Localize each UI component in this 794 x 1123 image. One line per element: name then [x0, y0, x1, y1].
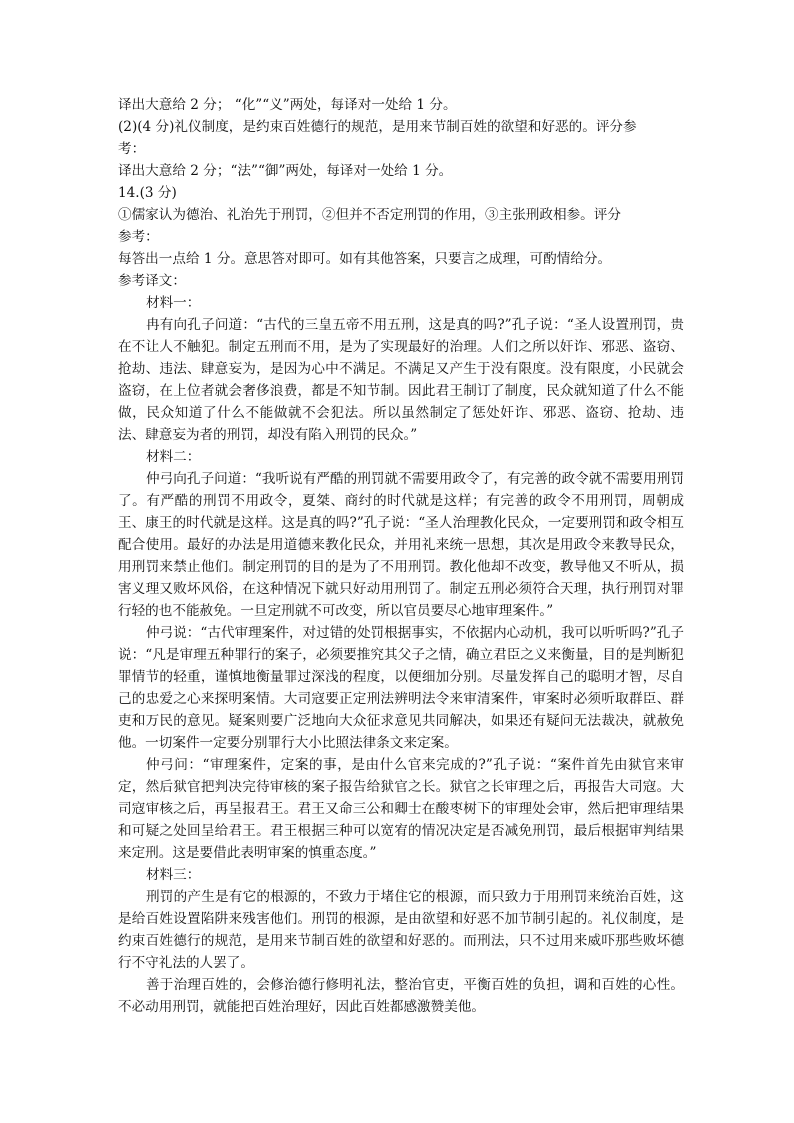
- document-page: [118, 94, 684, 1018]
- answer-line-6: ①儒家认为德治、礼治先于刑罚，②但并不否定刑罚的作用，③主张刑政相参。评分: [118, 207, 621, 223]
- material-2-heading: 材料二：: [146, 449, 201, 465]
- material-3-paragraph-1: 刑罚的产生是有它的根源的，不致力于堵住它的根源，而只致力于用刑罚来统治百姓，这是给百姓设置陷阱来残害他们。刑罚的根源，是由欲望和好恶不加节制引起的。礼仪制度，是约束百姓德行的规范，是用来节制百姓的欲望和好恶的。而刑法，只不过用来威吓那些败坏德行不守礼法的人罢了。: [118, 889, 684, 971]
- answer-line-1: 译出大意给 2 分； “化”“义”两处，每译对一处给 1 分。: [118, 97, 457, 113]
- answer-line-8: 每答出一点给 1 分。意思答对即可。如有其他答案，只要言之成理，可酌情给分。: [118, 251, 612, 267]
- material-3-heading: 材料三：: [146, 867, 201, 883]
- material-2-paragraph-2: 仲弓说：“古代审理案件，对过错的处罚根据事实，不依据内心动机，我可以听听吗?”孔子说：“凡是审理五种罪行的案子，必须要推究其父子之情，确立君臣之义来衡量，目的是判断犯罪情节的轻重，谨慎地衡量罪过深浅的程度，以便细加分别。尽量发挥自己的聪明才智，尽自己的忠爱之心来探明案情。大司寇要正定刑法辨明法令来审清案件，审案时必须听取群臣、群吏和万民的意见。疑案则要广泛地向大众征求意见共同解决，如果还有疑问无法裁决，就赦免他。一切案件一定要分别罪行大小比照法律条文来定案。: [118, 625, 684, 751]
- material-1-heading: 材料一：: [146, 295, 201, 311]
- question-14-header: 14.(3 分): [118, 185, 177, 201]
- reference-translation-heading: 参考译文：: [118, 273, 186, 289]
- material-3-paragraph-2: 善于治理百姓的，会修治德行修明礼法，整治官吏，平衡百姓的负担，调和百姓的心性。不必动用刑罚，就能把百姓治理好，因此百姓都感激赞美他。: [118, 977, 684, 1015]
- answer-line-7: 参考：: [118, 229, 159, 245]
- material-2-paragraph-3: 仲弓问：“审理案件，定案的事，是由什么官来完成的?”孔子说：“案件首先由狱官来审定，然后狱官把判决完待审核的案子报告给狱官之长。狱官之长审理之后，再报告大司寇。大司寇审核之后，再呈报君王。君王又命三公和卿士在酸枣树下的审理处会审，然后把审理结果和可疑之处回呈给君王。君王根据三种可以宽宥的情况决定是否减免刑罚，最后根据审判结果来定刑。这是要借此表明审案的慎重态度。”: [118, 757, 684, 861]
- answer-line-3: 考：: [118, 141, 146, 157]
- answer-line-2: (2)(4 分)礼仪制度，是约束百姓德行的规范，是用来节制百姓的欲望和好恶的。评分参: [118, 119, 637, 135]
- material-2-paragraph-1: 仲弓向孔子问道：“我听说有严酷的刑罚就不需要用政令了，有完善的政令就不需要用刑罚了。有严酷的刑罚不用政令，夏桀、商纣的时代就是这样；有完善的政令不用刑罚，周朝成王、康王的时代就是这样。这是真的吗?”孔子说：“圣人治理教化民众，一定要刑罚和政令相互配合使用。最好的办法是用道德来教化民众，并用礼来统一思想，其次是用政令来教导民众，用刑罚来禁止他们。制定刑罚的目的是为了不用刑罚。教化他却不改变，教导他又不听从，损害义理又败坏风俗，在这种情况下就只好动用刑罚了。制定五刑必须符合天理，执行刑罚对罪行轻的也不能赦免。一旦定刑就不可改变，所以官员要尽心地审理案件。”: [118, 471, 684, 619]
- material-1-paragraph: 冉有向孔子问道：“古代的三皇五帝不用五刑，这是真的吗?”孔子说：“圣人设置刑罚，贵在不让人不触犯。制定五刑而不用，是为了实现最好的治理。人们之所以奸诈、邪恶、盗窃、抢劫、违法、肆意妄为，是因为心中不满足。不满足又产生于没有限度。没有限度，小民就会盗窃，在上位者就会奢侈浪费，都是不知节制。因此君王制订了制度，民众就知道了什么不能做，民众知道了什么不能做就不会犯法。所以虽然制定了惩处奸诈、邪恶、盗窃、抢劫、违法、肆意妄为者的刑罚，却没有陷入刑罚的民众。”: [118, 317, 684, 443]
- answer-line-4: 译出大意给 2 分；“法”“御”两处，每译对一处给 1 分。: [118, 163, 453, 179]
